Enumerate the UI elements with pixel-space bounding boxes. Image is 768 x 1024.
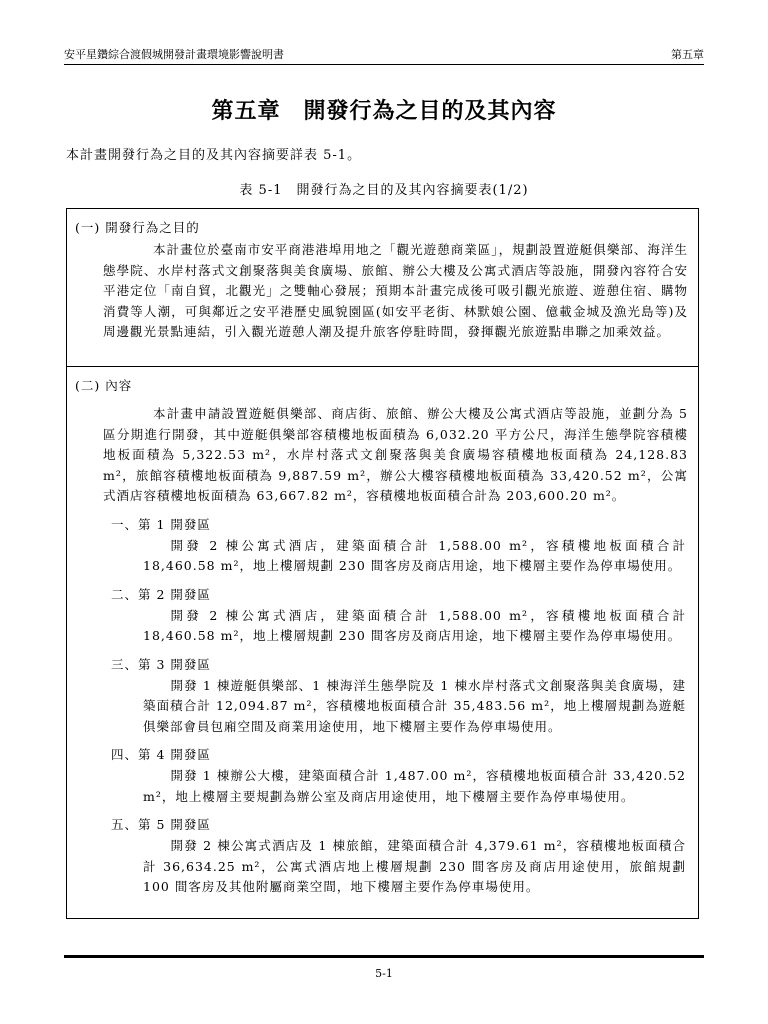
zone-3-heading: 三、第 3 開發區 bbox=[111, 656, 211, 672]
purpose-paragraph: 本計畫位於臺南市安平商港港埠用地之「觀光遊憩商業區」，規劃設置遊艇俱樂部、海洋生態學院、水岸村落式文創聚落與美食廣場、旅館、辦公大樓及公寓式酒店等設施，開發內容符合安平港定位「南自貿，北觀光」之雙軸心發展；預期本計畫完成後可吸引觀光旅遊、遊憩住宿、購物消費等人潮，可與鄰近之安平港歷史風貌園區(如安平老街、林默娘公園、億載金城及漁光島等)及周邊觀光景點連結，引入觀光遊憩人潮及提升旅客停駐時間，發揮觀光旅遊點串聯之加乘效益。 bbox=[103, 242, 688, 339]
table-caption: 表 5-1 開發行為之目的及其內容摘要表(1/2) bbox=[239, 183, 529, 198]
chapter-title: 第五章 開發行為之目的及其內容 bbox=[211, 98, 557, 124]
zone-2-body: 開發 2 棟公寓式酒店，建築面積合計 1,588.00 m²，容積樓地板面積合計 18,460.58 m²，地上樓層規劃 230 間客房及商店用途，地下樓層主要作為停車場使用。 bbox=[143, 607, 686, 643]
intro-text: 本計畫開發行為之目的及其內容摘要詳表 5-1。 bbox=[66, 148, 362, 163]
zone-3-body: 開發 1 棟遊艇俱樂部、1 棟海洋生態學院及 1 棟水岸村落式文創聚落與美食廣場，建築面積合計 12,094.87 m²，容積樓地板面積合計 35,483.56 m²，地上樓層規劃為遊艇俱樂部會員包廂空間及商業用途使用，地下樓層主要作為停車場使用。 bbox=[143, 677, 686, 734]
header-chapter: 第五章 bbox=[671, 48, 704, 61]
zone-4-heading: 四、第 4 開發區 bbox=[111, 747, 211, 762]
zone-5-heading: 五、第 5 開發區 bbox=[111, 817, 211, 832]
purpose-section bbox=[67, 209, 698, 367]
summary-table bbox=[66, 208, 699, 919]
header-document-title: 安平星鑽綜合渡假城開發計畫環境影響說明書 bbox=[64, 48, 284, 61]
content-section bbox=[67, 367, 698, 898]
zone-4-body: 開發 1 棟辦公大樓，建築面積合計 1,487.00 m²，容積樓地板面積合計 33,420.52 m²，地上樓層主要規劃為辦公室及商店用途使用，地下樓層主要作為停車場使用。 bbox=[143, 768, 686, 804]
content-paragraph: 本計畫申請設置遊艇俱樂部、商店街、旅館、辦公大樓及公寓式酒店等設施，並劃分為 5 區分期進行開發，其中遊艇俱樂部容積樓地板面積為 6,032.20 平方公尺，海洋生態學院容積樓地板面積為 5,322.53 m²，水岸村落式文創聚落與美食廣場容積樓地板面積為 24,128.83 m²，旅館容積樓地板面積為 9,887.59 m²，辦公大樓容積樓地板面積為 33,420.52 m²，公寓式酒店容積樓地板面積為 63,667.82 m²，容積樓地板面積合計為 203,600.20 m²。 bbox=[103, 406, 688, 503]
running-header bbox=[64, 46, 704, 62]
zone-1-body: 開發 2 棟公寓式酒店，建築面積合計 1,588.00 m²，容積樓地板面積合計 18,460.58 m²，地上樓層規劃 230 間客房及商店用途，地下樓層主要作為停車場使用。 bbox=[143, 537, 686, 573]
zone-1-heading: 一、第 1 開發區 bbox=[111, 516, 211, 532]
zone-5-body: 開發 2 棟公寓式酒店及 1 棟旅館，建築面積合計 4,379.61 m²，容積樓地板面積合計 36,634.25 m²，公寓式酒店地上樓層規劃 230 間客房及商店用途使用，旅館規劃 100 間客房及其他附屬商業空間，地下樓層主要作為停車場使用。 bbox=[143, 838, 686, 894]
content-heading: (二) 內容 bbox=[75, 378, 133, 393]
zone-2-heading: 二、第 2 開發區 bbox=[111, 586, 211, 602]
page-number: 5-1 bbox=[375, 967, 393, 980]
header-rule bbox=[64, 64, 704, 65]
footer-rule bbox=[64, 955, 704, 958]
purpose-heading: (一) 開發行為之目的 bbox=[75, 220, 200, 235]
